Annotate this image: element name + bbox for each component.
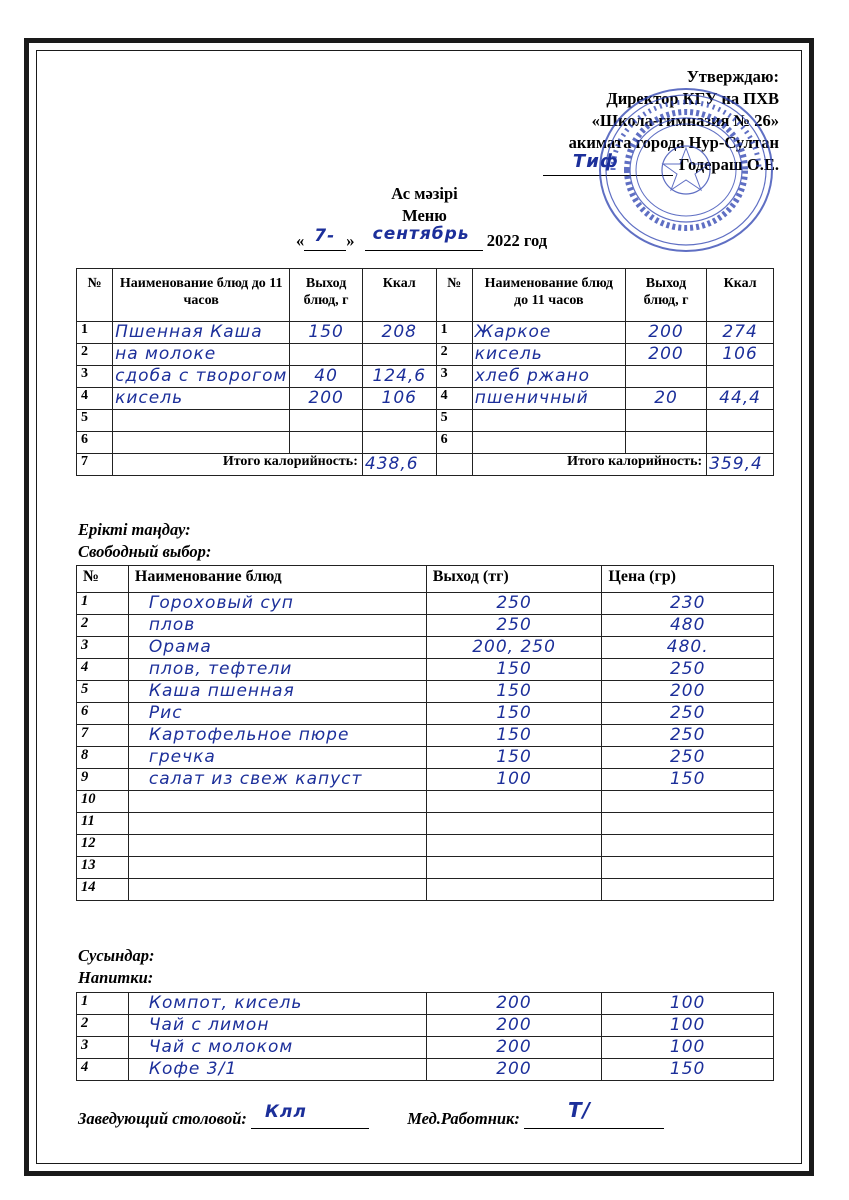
fc-dish-name-cell [128,747,426,769]
right-dish-name: Жаркое [474,322,552,342]
fc-row-num-cell: 3 [77,637,129,659]
drink-name-cell [128,1059,426,1081]
fc-dish-name: плов, тефтели [148,659,293,679]
left-dish-name-cell [113,432,290,454]
fc-dish-name-cell [128,659,426,681]
fc-dish-price: 230 [669,593,706,613]
right-dish-kcal-cell [707,410,774,432]
right-dish-name-cell [472,388,625,410]
fc-dish-output: 200, 250 [472,637,556,657]
fc-dish-name-cell [128,879,426,901]
free-choice-row [77,835,774,857]
drink-row-num-cell: 1 [77,993,129,1015]
right-row-num-cell: 3 [436,366,472,388]
fc-dish-output-cell [426,791,602,813]
fc-dish-name-cell [128,769,426,791]
menu-row [77,410,774,432]
fc-dish-output-cell [426,747,602,769]
left-dish-kcal-cell [362,410,436,432]
fc-dish-price-cell [602,791,774,813]
director-name: Годераш О.Е. [678,155,779,174]
left-row-num-cell: 6 [77,432,113,454]
drink-name: Чай с молоком [148,1037,294,1057]
left-dish-output: 150 [308,322,344,342]
fc-dish-price: 250 [669,659,706,679]
fc-dish-price-cell [602,703,774,725]
fc-dish-price-cell [602,857,774,879]
fc-dish-name-cell [128,681,426,703]
right-dish-output: 20 [654,388,678,408]
free-choice-row [77,615,774,637]
left-dish-kcal: 124,6 [372,366,427,386]
header-num-left: № [77,269,113,322]
fc-dish-name-cell [128,835,426,857]
fc-dish-name-cell [128,637,426,659]
left-dish-kcal-cell [362,366,436,388]
free-choice-row [77,637,774,659]
approval-akimat: акимата города Нур-Султан [568,133,779,152]
fc-dish-price: 150 [669,769,706,789]
left-dish-output-cell [290,388,363,410]
drink-price-cell [602,1059,774,1081]
left-row-num-cell: 1 [77,322,113,344]
drink-price-cell [602,993,774,1015]
fc-dish-name: Орама [148,637,212,657]
fc-dish-name: плов [148,615,196,635]
fc-dish-price: 480 [669,615,706,635]
fc-row-num-cell: 5 [77,681,129,703]
fc-dish-output-cell [426,725,602,747]
menu-title-kazakh: Ас мәзірі [391,184,458,203]
right-dish-output-cell [625,410,706,432]
right-dish-name-cell [472,344,625,366]
drinks-label-ru: Напитки: [78,968,154,987]
fc-dish-name-cell [128,615,426,637]
fc-dish-price-cell [602,615,774,637]
free-choice-row [77,857,774,879]
fc-row-num-cell: 10 [77,791,129,813]
right-row-num-cell: 6 [436,432,472,454]
drink-name-cell [128,993,426,1015]
free-choice-header [77,566,774,593]
drink-price-cell [602,1015,774,1037]
left-row-num-cell: 3 [77,366,113,388]
fc-dish-output: 150 [496,725,532,745]
drink-price: 100 [669,1037,706,1057]
fc-dish-output-cell [426,681,602,703]
left-dish-kcal-cell [362,344,436,366]
fc-dish-price: 480. [666,637,709,657]
drink-output-cell [426,1015,602,1037]
drinks-table [76,992,774,1081]
drink-row [77,1037,774,1059]
fc-dish-name: Каша пшенная [148,681,295,701]
right-dish-kcal: 44,4 [719,388,761,408]
fc-dish-output: 250 [496,593,532,613]
fc-dish-price: 200 [669,681,706,701]
total-row-num: 7 [77,454,113,476]
total-label-left: Итого калорийность: [113,454,363,476]
right-dish-output: 200 [648,344,684,364]
right-dish-output-cell [625,432,706,454]
menu-row [77,322,774,344]
fc-header-output: Выход (тг) [426,566,602,593]
medic-label: Мед.Работник: [407,1109,520,1128]
right-dish-name-cell [472,432,625,454]
drink-name: Кофе 3/1 [148,1059,238,1079]
fc-dish-name-cell [128,857,426,879]
header-name-left: Наименование блюд до 11 часов [113,269,290,322]
fc-dish-price-cell [602,769,774,791]
fc-dish-output-cell [426,637,602,659]
fc-dish-price-cell [602,747,774,769]
drink-name-cell [128,1015,426,1037]
right-dish-output-cell [625,366,706,388]
school-stamp-seal [597,86,775,254]
left-dish-output-cell [290,410,363,432]
right-dish-output-cell [625,344,706,366]
date-month-blank [365,224,483,251]
fc-dish-output: 100 [496,769,532,789]
drink-name-cell [128,1037,426,1059]
fc-dish-output: 150 [496,681,532,701]
free-choice-row [77,593,774,615]
header-kcal-left: Ккал [362,269,436,322]
right-dish-kcal-cell [707,322,774,344]
right-dish-name-cell [472,410,625,432]
fc-dish-price-cell [602,813,774,835]
left-dish-kcal: 106 [381,388,417,408]
fc-dish-name-cell [128,725,426,747]
fc-row-num-cell: 6 [77,703,129,725]
fc-row-num-cell: 9 [77,769,129,791]
fc-row-num-cell: 8 [77,747,129,769]
left-dish-output: 200 [308,388,344,408]
fc-dish-output-cell [426,813,602,835]
date-day-blank [304,226,346,251]
fc-dish-price: 250 [669,747,706,767]
free-choice-label-kz: Ерікті таңдау: [78,520,191,539]
drink-row-num-cell: 4 [77,1059,129,1081]
free-choice-row [77,681,774,703]
total-label-right: Итого калорийность: [472,454,706,476]
approval-position: Директор КГУ на ПХВ [606,89,779,108]
left-dish-kcal-cell [362,388,436,410]
left-row-num-cell: 4 [77,388,113,410]
fc-dish-output: 150 [496,747,532,767]
date-open-quote: « [296,231,305,250]
drink-output: 200 [496,993,532,1013]
drink-price: 100 [669,993,706,1013]
free-choice-row [77,791,774,813]
right-dish-kcal-cell [707,388,774,410]
header-num-right: № [436,269,472,322]
free-choice-table [76,565,774,901]
free-choice-row [77,659,774,681]
left-dish-name-cell [113,366,290,388]
drink-output: 200 [496,1037,532,1057]
fc-dish-name: Гороховый суп [148,593,294,613]
menu-table [76,268,774,476]
fc-dish-price: 250 [669,725,706,745]
menu-row [77,388,774,410]
left-dish-name-cell [113,322,290,344]
left-dish-kcal-cell [362,432,436,454]
drink-output-cell [426,993,602,1015]
left-dish-output-cell [290,432,363,454]
fc-dish-output: 150 [496,659,532,679]
menu-date [296,224,548,251]
drink-output-cell [426,1037,602,1059]
right-dish-kcal-cell [707,366,774,388]
fc-dish-price-cell [602,725,774,747]
drinks-label-kz: Сусындар: [78,946,155,965]
fc-dish-output-cell [426,593,602,615]
date-year: 2022 год [486,231,548,250]
drink-name: Чай с лимон [148,1015,270,1035]
header-kcal-right: Ккал [707,269,774,322]
medic-signature: Т/ [568,1098,591,1122]
fc-dish-output-cell [426,769,602,791]
free-choice-row [77,769,774,791]
fc-row-num-cell: 11 [77,813,129,835]
fc-header-name: Наименование блюд [128,566,426,593]
fc-dish-output-cell [426,879,602,901]
fc-header-num: № [77,566,129,593]
right-row-num-cell: 1 [436,322,472,344]
date-close-quote: » [346,231,355,250]
left-dish-output-cell [290,344,363,366]
director-signature: Тиф [572,151,619,172]
manager-signature: Клл [264,1102,307,1122]
menu-title-russian: Меню [402,206,447,225]
fc-dish-price-cell [602,637,774,659]
fc-dish-name: салат из свеж капуст [148,769,363,789]
fc-dish-price: 250 [669,703,706,723]
fc-dish-price-cell [602,835,774,857]
fc-dish-price-cell [602,879,774,901]
right-dish-kcal-cell [707,344,774,366]
fc-dish-output-cell [426,659,602,681]
header-output-left: Выход блюд, г [290,269,363,322]
drink-price: 150 [669,1059,706,1079]
approval-heading: Утверждаю: [686,67,779,86]
drink-row-num-cell: 2 [77,1015,129,1037]
right-dish-kcal: 106 [722,344,758,364]
fc-dish-output: 250 [496,615,532,635]
left-dish-output-cell [290,366,363,388]
approval-school: «Школа-гимназия № 26» [591,111,779,130]
fc-row-num-cell: 7 [77,725,129,747]
right-dish-kcal-cell [707,432,774,454]
right-dish-kcal: 274 [722,322,758,342]
drink-output-cell [426,1059,602,1081]
fc-dish-price-cell [602,681,774,703]
left-dish-name-cell [113,388,290,410]
drink-row [77,1059,774,1081]
right-dish-output: 200 [648,322,684,342]
fc-dish-name-cell [128,813,426,835]
date-day: 7- [314,226,336,246]
fc-dish-output-cell [426,835,602,857]
drink-name: Компот, кисель [148,993,303,1013]
total-kcal-left: 438,6 [364,454,419,474]
right-dish-output-cell [625,322,706,344]
menu-row [77,344,774,366]
menu-row [77,366,774,388]
left-dish-kcal-cell [362,322,436,344]
left-row-num-cell: 5 [77,410,113,432]
free-choice-row [77,747,774,769]
free-choice-label-ru: Свободный выбор: [78,542,212,561]
left-dish-kcal: 208 [381,322,417,342]
fc-row-num-cell: 4 [77,659,129,681]
fc-row-num-cell: 1 [77,593,129,615]
total-kcal-right-cell [707,454,774,476]
fc-dish-output-cell [426,703,602,725]
manager-signature-blank [251,1102,369,1129]
drink-row [77,993,774,1015]
fc-dish-price-cell [602,593,774,615]
fc-dish-output: 150 [496,703,532,723]
fc-dish-name-cell [128,703,426,725]
free-choice-row [77,725,774,747]
fc-dish-price-cell [602,659,774,681]
left-dish-output-cell [290,322,363,344]
right-dish-output-cell [625,388,706,410]
right-dish-name: хлеб ржано [474,366,591,386]
drink-row-num-cell: 3 [77,1037,129,1059]
manager-label: Заведующий столовой: [78,1109,247,1128]
free-choice-row [77,703,774,725]
drink-output: 200 [496,1059,532,1079]
medic-signature-blank [524,1098,664,1129]
free-choice-row [77,813,774,835]
left-dish-name: на молоке [115,344,217,364]
menu-total-row [77,454,774,476]
right-dish-name-cell [472,366,625,388]
drink-price: 100 [669,1015,706,1035]
menu-row [77,432,774,454]
drink-output: 200 [496,1015,532,1035]
footer-signatures [78,1098,664,1129]
left-dish-name: сдоба с творогом [115,366,288,386]
fc-dish-name: гречка [148,747,216,767]
right-row-num-cell: 5 [436,410,472,432]
left-row-num-cell: 2 [77,344,113,366]
fc-dish-name: Картофельное пюре [148,725,350,745]
fc-dish-output-cell [426,857,602,879]
fc-dish-name-cell [128,593,426,615]
fc-row-num-cell: 14 [77,879,129,901]
right-row-num-cell: 4 [436,388,472,410]
left-dish-name: кисель [115,388,184,408]
left-dish-name-cell [113,410,290,432]
header-name-right: Наименование блюд до 11 часов [472,269,625,322]
total-kcal-right: 359,4 [709,454,763,474]
left-dish-name: Пшенная Каша [115,322,263,342]
total-kcal-left-cell [362,454,436,476]
left-dish-name-cell [113,344,290,366]
drink-price-cell [602,1037,774,1059]
right-dish-name: пшеничный [474,388,589,408]
fc-header-price: Цена (гр) [602,566,774,593]
fc-dish-output-cell [426,615,602,637]
fc-dish-name-cell [128,791,426,813]
fc-row-num-cell: 2 [77,615,129,637]
total-row-empty [436,454,472,476]
fc-row-num-cell: 13 [77,857,129,879]
right-row-num-cell: 2 [436,344,472,366]
menu-table-header [77,269,774,322]
drink-row [77,1015,774,1037]
header-output-right: Выход блюд, г [625,269,706,322]
right-dish-name-cell [472,322,625,344]
fc-dish-name: Рис [148,703,183,723]
left-dish-output: 40 [314,366,338,386]
right-dish-name: кисель [474,344,543,364]
free-choice-row [77,879,774,901]
fc-row-num-cell: 12 [77,835,129,857]
date-month: сентябрь [372,224,470,244]
